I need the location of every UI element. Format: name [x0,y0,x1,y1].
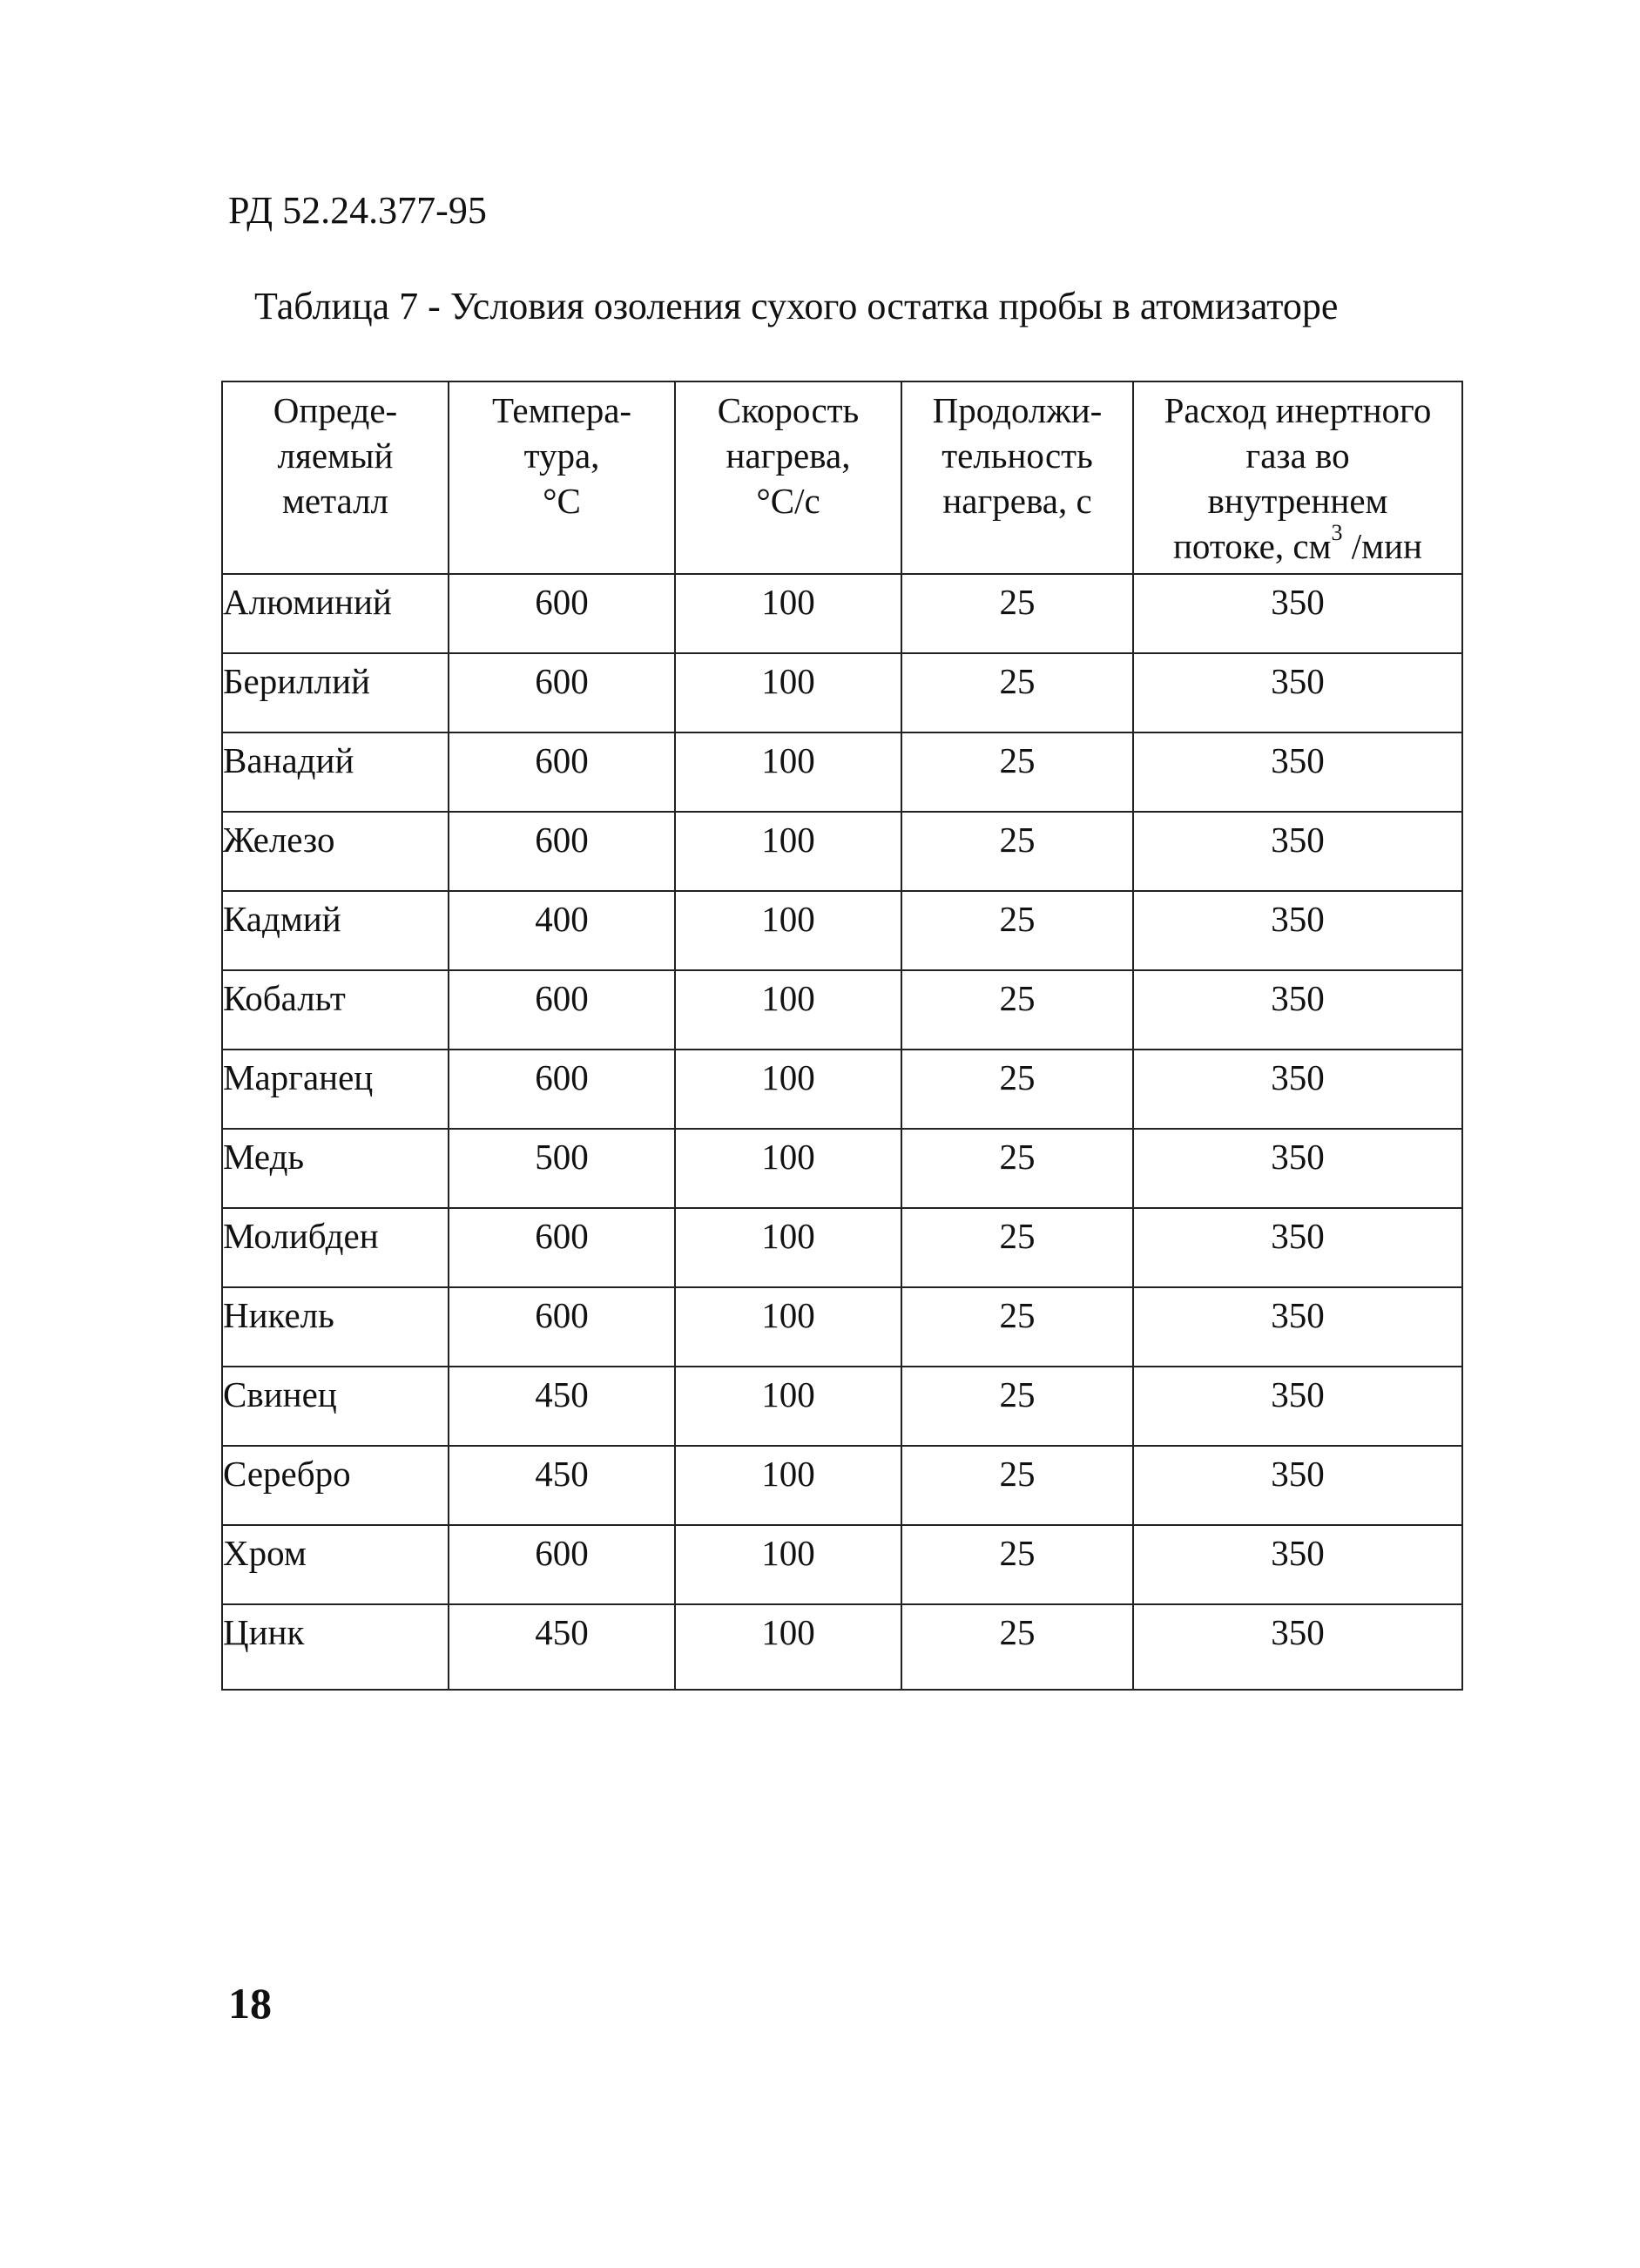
cell-gas-flow: 350 [1133,1525,1462,1604]
header-duration-line: Продолжи- [932,390,1103,430]
cell-duration: 25 [901,891,1133,970]
cell-temperature: 600 [449,653,675,732]
header-duration [901,381,1133,574]
cell-gas-flow: 350 [1133,732,1462,812]
header-metal [222,381,449,574]
cell-metal: Молибден [222,1208,449,1287]
header-temperature-line: °С [543,481,581,521]
cell-metal: Свинец [222,1367,449,1446]
cell-gas-flow: 350 [1133,653,1462,732]
cell-duration: 25 [901,1129,1133,1208]
cell-metal: Бериллий [222,653,449,732]
cell-gas-flow: 350 [1133,812,1462,891]
cell-metal: Марганец [222,1050,449,1129]
header-gas-flow-line: Расход инертного [1164,390,1432,430]
header-heating-rate-line: нагрева, [726,435,851,476]
ashing-conditions-table [221,381,1463,1691]
cell-metal: Кадмий [222,891,449,970]
header-gas-flow-unit-tail: /мин [1342,526,1422,566]
cell-gas-flow: 350 [1133,1367,1462,1446]
table-row [222,1050,1462,1129]
table-row [222,1287,1462,1367]
cell-duration: 25 [901,1525,1133,1604]
table-row [222,812,1462,891]
header-temperature-line: Темпера- [491,390,632,430]
cell-gas-flow: 350 [1133,1129,1462,1208]
cell-duration: 25 [901,653,1133,732]
cell-metal: Медь [222,1129,449,1208]
cell-temperature: 450 [449,1604,675,1690]
cell-heating-rate: 100 [675,970,901,1050]
table-row [222,1208,1462,1287]
page-number: 18 [228,1979,272,2028]
header-gas-flow [1133,381,1462,574]
header-metal-line: ляемый [277,435,394,476]
header-gas-flow-line: внутреннем [1207,481,1388,521]
table-row [222,891,1462,970]
table-header-row [222,381,1462,574]
cell-gas-flow: 350 [1133,1604,1462,1690]
cell-duration: 25 [901,1367,1133,1446]
table-row [222,732,1462,812]
cell-heating-rate: 100 [675,574,901,653]
table-row [222,653,1462,732]
header-gas-flow-unit-text: потоке, см [1172,526,1332,566]
table-row [222,574,1462,653]
header-gas-flow-line: газа во [1245,435,1350,476]
cell-duration: 25 [901,1208,1133,1287]
header-heating-rate-line: Скорость [717,390,860,430]
table-row [222,1604,1462,1690]
header-gas-flow-unit-superscript: 3 [1331,520,1343,546]
cell-heating-rate: 100 [675,812,901,891]
cell-duration: 25 [901,732,1133,812]
cell-temperature: 600 [449,1525,675,1604]
table-row [222,1525,1462,1604]
cell-heating-rate: 100 [675,891,901,970]
cell-metal: Серебро [222,1446,449,1525]
header-metal-line: металл [281,481,389,521]
cell-heating-rate: 100 [675,1446,901,1525]
header-temperature-line: тура, [523,435,600,476]
cell-gas-flow: 350 [1133,1446,1462,1525]
cell-duration: 25 [901,1604,1133,1690]
table-row [222,1129,1462,1208]
cell-duration: 25 [901,1446,1133,1525]
cell-metal: Цинк [222,1604,449,1690]
cell-temperature: 600 [449,1050,675,1129]
cell-heating-rate: 100 [675,1208,901,1287]
cell-temperature: 450 [449,1446,675,1525]
table-row [222,1446,1462,1525]
table-body [222,574,1462,1690]
cell-gas-flow: 350 [1133,1050,1462,1129]
cell-temperature: 600 [449,970,675,1050]
cell-temperature: 500 [449,1129,675,1208]
table-caption: Таблица 7 - Условия озоления сухого остатка пробы в атомизаторе [254,285,1339,327]
cell-duration: 25 [901,812,1133,891]
cell-duration: 25 [901,574,1133,653]
header-heating-rate [675,381,901,574]
cell-duration: 25 [901,1050,1133,1129]
cell-gas-flow: 350 [1133,1208,1462,1287]
cell-temperature: 400 [449,891,675,970]
cell-gas-flow: 350 [1133,574,1462,653]
cell-gas-flow: 350 [1133,891,1462,970]
table-row [222,970,1462,1050]
header-temperature [449,381,675,574]
header-gas-flow-unit-line [1134,520,1461,569]
cell-heating-rate: 100 [675,732,901,812]
cell-heating-rate: 100 [675,1129,901,1208]
header-heating-rate-line: °С/с [756,481,820,521]
header-duration-line: нагрева, с [942,481,1092,521]
cell-temperature: 600 [449,812,675,891]
cell-metal: Ванадий [222,732,449,812]
cell-temperature: 600 [449,1287,675,1367]
header-duration-line: тельность [941,435,1093,476]
cell-metal: Железо [222,812,449,891]
cell-gas-flow: 350 [1133,1287,1462,1367]
table-row [222,1367,1462,1446]
cell-heating-rate: 100 [675,653,901,732]
cell-gas-flow: 350 [1133,970,1462,1050]
header-metal-line: Опреде- [273,390,398,430]
cell-temperature: 600 [449,1208,675,1287]
cell-temperature: 600 [449,732,675,812]
cell-heating-rate: 100 [675,1287,901,1367]
cell-heating-rate: 100 [675,1525,901,1604]
cell-metal: Кобальт [222,970,449,1050]
cell-temperature: 600 [449,574,675,653]
document-code: РД 52.24.377-95 [228,189,487,232]
cell-duration: 25 [901,970,1133,1050]
cell-metal: Хром [222,1525,449,1604]
cell-heating-rate: 100 [675,1367,901,1446]
cell-heating-rate: 100 [675,1604,901,1690]
cell-duration: 25 [901,1287,1133,1367]
cell-metal: Никель [222,1287,449,1367]
cell-heating-rate: 100 [675,1050,901,1129]
cell-temperature: 450 [449,1367,675,1446]
cell-metal: Алюминий [222,574,449,653]
